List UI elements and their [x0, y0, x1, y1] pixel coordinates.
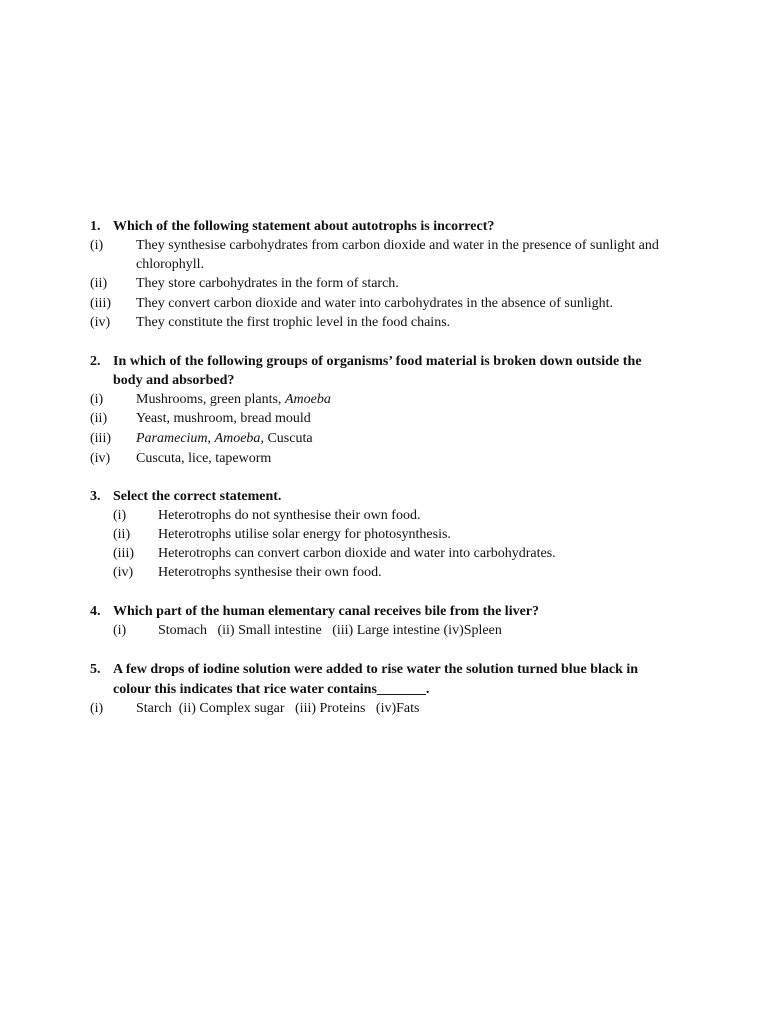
question-text: colour this indicates that rice water contains_______.: [113, 682, 430, 697]
question-number: 5.: [90, 662, 101, 677]
question-text: body and absorbed?: [113, 373, 235, 388]
option-label: (iv): [90, 451, 111, 466]
option-text: Heterotrophs can convert carbon dioxide and water into carbohydrates.: [158, 546, 556, 561]
option-text: Heterotrophs synthesise their own food.: [158, 565, 382, 580]
option-text: Mushrooms, green plants, Amoeba: [136, 392, 331, 407]
option-text: They store carbohydrates in the form of starch.: [136, 276, 399, 291]
option-label: (i): [90, 392, 104, 407]
options-inline: Starch (ii) Complex sugar (iii) Proteins (iv)Fats: [136, 701, 420, 716]
question-text: Select the correct statement.: [113, 489, 282, 504]
option-label: (i): [113, 508, 127, 523]
question-text: Which part of the human elementary canal receives bile from the liver?: [113, 604, 540, 619]
question-number: 2.: [90, 354, 101, 369]
option-text: They convert carbon dioxide and water into carbohydrates in the absence of sunlight.: [136, 296, 614, 311]
option-text: chlorophyll.: [136, 257, 205, 272]
option-text: Heterotrophs utilise solar energy for photosynthesis.: [158, 527, 451, 542]
question-number: 1.: [90, 219, 101, 234]
option-text: Paramecium, Amoeba, Cuscuta: [136, 431, 313, 446]
question-number: 3.: [90, 489, 101, 504]
question-text: Which of the following statement about autotrophs is incorrect?: [113, 219, 495, 234]
option-label: (i): [113, 623, 127, 638]
option-label: (iv): [113, 565, 134, 580]
option-label: (ii): [113, 527, 131, 542]
option-text: They constitute the first trophic level in the food chains.: [136, 315, 451, 330]
option-label: (i): [90, 238, 104, 253]
option-text: They synthesise carbohydrates from carbon dioxide and water in the presence of sunlight and: [136, 238, 659, 253]
option-label: (ii): [90, 276, 108, 291]
option-label: (iii): [90, 296, 111, 311]
question-number: 4.: [90, 604, 101, 619]
option-label: (iv): [90, 315, 111, 330]
option-label: (iii): [90, 431, 111, 446]
option-label: (i): [90, 701, 104, 716]
option-text: Cuscuta, lice, tapeworm: [136, 451, 272, 466]
question-text: A few drops of iodine solution were added to rise water the solution turned blue black in: [113, 662, 639, 677]
option-text: Heterotrophs do not synthesise their own food.: [158, 508, 421, 523]
question-text: In which of the following groups of organisms’ food material is broken down outside the: [113, 354, 642, 369]
option-label: (iii): [113, 546, 134, 561]
option-text: Yeast, mushroom, bread mould: [136, 411, 311, 426]
options-inline: Stomach (ii) Small intestine (iii) Large intestine (iv)Spleen: [158, 623, 502, 638]
option-label: (ii): [90, 411, 108, 426]
